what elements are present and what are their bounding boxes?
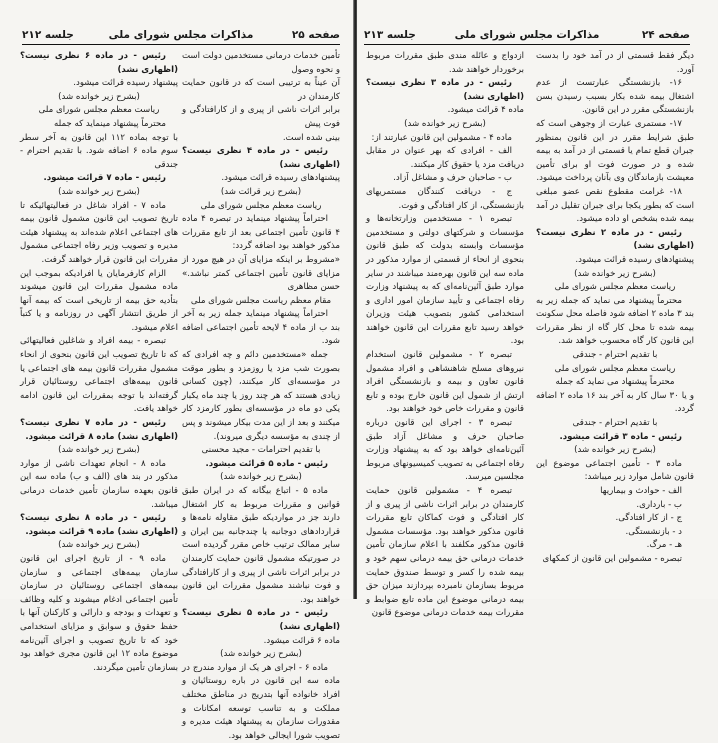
proposal: با توجه بماده ۱۱۲ این قانون به آخر سطر سوم ماده ۶ اضافه شود. با تقدیم احترام - جندقی — [20, 132, 178, 170]
article: ماده ۸ - انجام تعهدات ناشی از موارد مذکور در بند های (الف و ب) ماده سه این قانون بعهده سازمان تأمین خدمات درمانی میباشد. — [20, 458, 178, 510]
address-line: ریاست معظم مجلس شورای ملی — [554, 282, 676, 293]
speaker-line: رئیس - ماده ۷ قرائت میشود. — [43, 173, 166, 184]
note: تبصره ۱ - مستخدمین وزارتخانه‌ها و مؤسسات و شرکتهای دولتی و مستخدمین مؤسسات وابسته بدولت که طبق قانون بنحوی از انحاء از قسمتی از موارد مذکور در ماده سه این قانون بهره‌مند میباشند در سایر موارد طبق آئین‌نامه‌ای که به پیشنهاد وزارت رفاه اجتماعی و تأیید سازمان امور اداری و استخدامی کشور بتصویب هیئت وزیران خواهد رسید تابع مقررات این قانون خواهند بود. — [366, 214, 524, 347]
proposal: «مشروط بر اینکه مزایای آن در هیچ مورد از مزایای قانون تأمین اجتماعی کمتر نباشد.» حسن مظاهری — [182, 254, 340, 293]
speaker-line: رئیس - در ماده ۲ نظری نیست؟ (اظهاری نشد) — [536, 227, 694, 252]
note: تبصره - مشمولین این قانون از کمکهای — [542, 553, 682, 564]
list-item: ج - از کار افتادگی. — [615, 513, 682, 524]
proposal: محترماً پیشنهاد می نماید که جمله — [555, 377, 675, 388]
speaker-line: رئیس - ماده ۳ قرائت میشود. — [559, 431, 682, 442]
list-item: الف - افرادی که بهر عنوان در مقابل دریافت مزد یا حقوق کار میکنند. — [366, 146, 524, 170]
paragraph: ماده ۴ قرائت میشود. — [447, 105, 524, 116]
proposal: احتراماً پیشنهاد مینماید در تبصره ۴ ماده ۴ قانون تأمین اجتماعی بعد از تابع مقررات مذکور خواهند بود اضافه گردد: — [182, 214, 340, 252]
paragraph: پیشنهاد رسیده قرائت میشود. — [73, 78, 178, 89]
left-page — [0, 0, 354, 741]
list-item: د - بازنشستگی. — [625, 526, 682, 537]
paragraph: آن عیناً به ترتیبی است که در قانون حمایت کارمندان در — [182, 78, 340, 102]
read-note: (بشرح زیر خوانده شد) — [574, 445, 656, 456]
signature: با تقدیم احترام - جندقی — [572, 350, 658, 361]
left-page-header — [22, 28, 340, 45]
note: تبصره ۲ - مشمولین قانون استخدام نیروهای مسلح شاهنشاهی و افراد مشمول قانون تعاون و بیمه و بازنشستگی افراد ارتش از شمول این قانون خارج بوده و تابع قانون و مقررات خاص خود خواهند بود. — [366, 350, 524, 415]
proposal: جمله «مستخدمین دائم و چه افرادی که بصورت شب مزد یا روزمزد و بطور موقت در مؤسسه‌ای کار میکنند، (چون کسانی زیادی هستند که هر چند روز یا چند ماه یکبار یکی دو ماه در مؤسسه‌ای بطور کارمزد کار میکنند و بعد از این مدت بیکار میشوند و پس از چندی به مؤسسه دیگری میروند). — [182, 350, 340, 442]
article: ماده ۵ - اتباع بیگانه که در ایران طبق قوانین و مقررات مربوط به کار اشتغال دارند جز در مواردیکه طبق مقاوله نامه‌ها و قرارداد‌های دوجانبه یا چندجانبه بین ایران و سایر ممالک ترتیب خاص مقرر گردیده است در صورتیکه مشمول قانون حمایت کارمندان در برابر اثرات ناشی از پیری و از کارافتادگی و فوت نباشند مشمول مقررات این قانون خواهند بود. — [182, 486, 340, 605]
speaker-line: رئیس - در ماده ۸ نظری نیست؟ (اظهاری نشد) ماده ۹ قرائت میشود. — [20, 513, 178, 537]
speaker-line: رئیس - در ماده ۳ نظری نیست؟ (اظهاری نشد) — [366, 78, 524, 102]
address-line: ریاست معظم مجلس شورای ملی — [200, 200, 322, 211]
paragraph: پیشنهادهای رسیده قرائت میشود. — [221, 173, 340, 184]
right-page — [358, 0, 718, 619]
right-page-left-column — [366, 50, 524, 621]
left-session-number: جلسه ۲۱۲ — [22, 29, 74, 41]
address-line: مقام معظم ریاست مجلس شورای ملی — [190, 295, 332, 306]
paragraph: پیشنهادهای رسیده قرائت میشود. — [575, 254, 694, 265]
speaker-line: رئیس - در ماده ۷ نظری نیست؟ (اظهاری نشد) ماده ۸ قرائت میشود. — [20, 418, 178, 442]
article: ماده ۷ - افراد شاغل در فعالیتهائیکه تا تاریخ تصویب این قانون مشمول قانون بیمه های اجتماعی اعلام شده‌اند به پیشنهاد هیئت مدیره و تصویب وزیر رفاه اجتماعی مشمول مقررات این قانون قرار خواهند گرفت. — [20, 200, 178, 265]
article: ماده ۳ - تأمین اجتماعی موضوع این قانون شامل موارد زیر میباشد: — [536, 458, 694, 483]
note: تبصره - بیمه افراد و شاغلین فعالیتهائی که تا تاریخ تصویب این قانون بنحوی از انحاء مشمول مقررات قانون بیمه های اجتماعی یا قانون بیمه‌های اجتماعی روستائیان قرار گرفته‌اند با توجه بمقررات این قانون ادامه خواهد یافت. — [20, 336, 178, 415]
proposal: محترماً پیشنهاد می نماید که جمله زیر به بند ۳ ماده ۲ اضافه شود فاصله محل سکونت بیمه شده تا محل کار گاه از نظر مقررات این قانون کار گاه محسوب خواهد شد. — [536, 295, 694, 347]
right-page-right-column — [536, 50, 694, 567]
article: ماده ۶ - اجرای هر یک از موارد مندرج در ماده سه این قانون در باره روستائیان و افراد خانواده آنها بتدریج در مناطق مختلف مملکت و به تناسب توسعه امکانات و مقدورات سازمان به پیشنهاد هیئت مدیره و تصویب شورا ایجالی خواهد بود. — [182, 662, 340, 741]
right-page-number: صفحه ۲۴ — [641, 29, 690, 41]
left-page-left-column — [20, 50, 178, 675]
paragraph: تأمین خدمات درمانی مستخدمین دولت است و نحوه وصول — [181, 51, 340, 75]
read-note: (بشرح زیر خوانده شد) — [220, 649, 302, 660]
read-note: (بشرح زیر خوانده شد) — [574, 268, 656, 279]
list-item: الف - حوادث و بیماریها — [600, 486, 682, 496]
article: الزام کارفرمایان یا افرادیکه بموجب این ماده مشمول مقررات این قانون میشوند بتأدیه حق بیمه از تاریخی است که بیمه آنها از طریق انتشار آگهی در روزنامه و یا کتباً اعلام میشود. — [20, 268, 178, 333]
read-note: (بشرح زیر خوانده شد) — [58, 445, 140, 456]
definition: ۱۷- مستمری عبارت از وجوهی است که طبق شرایط مقرر در این قانون بمنظور جبران قطع تمام یا قسمتی از در آمد به بیمه شده و در صورت فوت او برای تأمین معیشت بازماندگان وی بآنان پرداخت میشود. — [536, 118, 694, 184]
list-item: ج - دریافت کنندگان مستمریهای بازنشستگی، از کار افتادگی و فوت. — [366, 186, 524, 211]
paragraph: ازدواج و عائله مندی طبق مقررات مربوط برخوردار خواهند شد. — [366, 51, 524, 75]
address-line: ریاست معظم مجلس شورای ملی — [38, 105, 160, 116]
speaker-line: رئیس - در ماده ۶ نظری نیست؟ (اظهاری نشد) — [20, 51, 178, 75]
right-page-header — [364, 28, 690, 45]
note: تبصره ۴ - مشمولین قانون حمایت کارمندان در برابر اثرات ناشی از پیری و از کار افتادگی و فوت کماکان تابع مقررات قانون مذکور خواهند بود. مؤسسات مشمول قانون مذکور مکلفند با اعلام سازمان تأمین خدمات درمانی حق بیمه درمانی سهم خود و بیمه شده را کسر و توسط صندوق حمایت مربوط بسازمان نامبرده بپردازند میزان حق بیمه درمانی موضوع این ماده تابع ضوابط و مقررات بیمه خدمات درمانی موضوع قانون — [366, 486, 524, 619]
article: ماده ۹ - از تاریخ اجرای این قانون سازمان بیمه‌های اجتماعی و سازمان بیمه‌های اجتماعی روستائیان در سازمان تأمین اجتماعی ادغام میشوند و کلیه وظائف و تعهدات و بودجه و دارائی و کارکنان آنها با حفظ حقوق و سوابق و مزایای استخدامی خود که تا تاریخ تصویب و اجرای آئین‌نامه موضوع ماده ۱۲ این قانون مجری خواهد بود بسازمان تأمین میگردند. — [20, 553, 179, 673]
proposal: و یا ۳۰ سال کار به آخر بند ۱۶ ماده ۲ اضافه گردد. — [536, 390, 694, 415]
list-item: ب - صاحبان حرف و مشاغل آزاد. — [393, 173, 512, 184]
article: ماده ۴ - مشمولین این قانون عبارتند از: — [371, 132, 512, 143]
speaker-line: رئیس - در ماده ۵ نظری نیست؟ (اظهاری نشد) — [182, 608, 340, 632]
note: تبصره ۳ - اجرای این قانون درباره صاحبان حرف و مشاغل آزاد طبق آئین‌نامه‌ای خواهد بود که به پیشنهاد وزارت رفاه اجتماعی به تصویب کمیسیونهای مربوط مجلسین میرسد. — [366, 418, 524, 483]
paragraph: دیگر فقط قسمتی از در آمد خود را بدست آورد. — [536, 51, 694, 75]
signature: با تقدیم احترام - جندقی — [572, 418, 658, 429]
read-note: (بشرح زیر خوانده شد) — [58, 186, 140, 197]
proposal: محترماً پیشنهاد مینماید که جمله — [54, 118, 166, 129]
read-note: (بشرح زیر خوانده شد) — [58, 540, 140, 551]
read-note: (بشرح زیر خوانده شد) — [58, 91, 140, 102]
definition: ۱۶- بازنشستگی عبارتست از عدم اشتغال بیمه شده بکار بسبب رسیدن بسن بازنشستگی مقرر در این قانون. — [536, 78, 694, 116]
right-page-title: مذاکرات مجلس شورای ملی — [454, 29, 600, 41]
speaker-line: رئیس - ماده ۵ قرائت میشود. — [205, 458, 328, 469]
left-page-title: مذاکرات مجلس شورای ملی — [108, 29, 254, 41]
speaker-line: رئیس - در ماده ۴ نظری نیست؟ (اظهاری نشد) — [182, 146, 340, 170]
paragraph: بینی شده است. — [282, 132, 340, 143]
book-spine — [353, 0, 357, 599]
address-line: ریاست معظم مجلس شورای ملی — [554, 363, 676, 374]
read-note: (بشرح زیر خوانده شد) — [220, 472, 302, 483]
right-session-number: جلسه ۲۱۳ — [364, 29, 416, 41]
paragraph: برابر اثرات ناشی از پیری و از کارافتادگی و فوت پیش — [182, 105, 340, 129]
read-note: (بشرح زیر خوانده شد) — [404, 118, 486, 129]
list-item: هـ - مرگ. — [646, 540, 682, 551]
definition: ۱۸- غرامت مقطوع نقص عضو مبلغی است که بطور یکجا برای جبران تقلیل در آمد بیمه شده بشخص او داده میشود. — [536, 186, 694, 225]
read-note: (بشرح زیر قرائت شد) — [220, 186, 302, 197]
paragraph: ماده ۶ قرائت میشود. — [263, 635, 340, 646]
left-page-right-column — [182, 50, 340, 743]
proposal: احتراماً پیشنهاد مینماید جمله زیر به آخر بند ب از ماده ۴ لایحه تأمین اجتماعی اضافه شود. — [182, 309, 341, 347]
list-item: ب - بارداری. — [636, 499, 682, 510]
signature: با تقدیم احترامات - مجید محسنی — [201, 445, 321, 456]
left-page-number: صفحه ۲۵ — [291, 29, 340, 41]
